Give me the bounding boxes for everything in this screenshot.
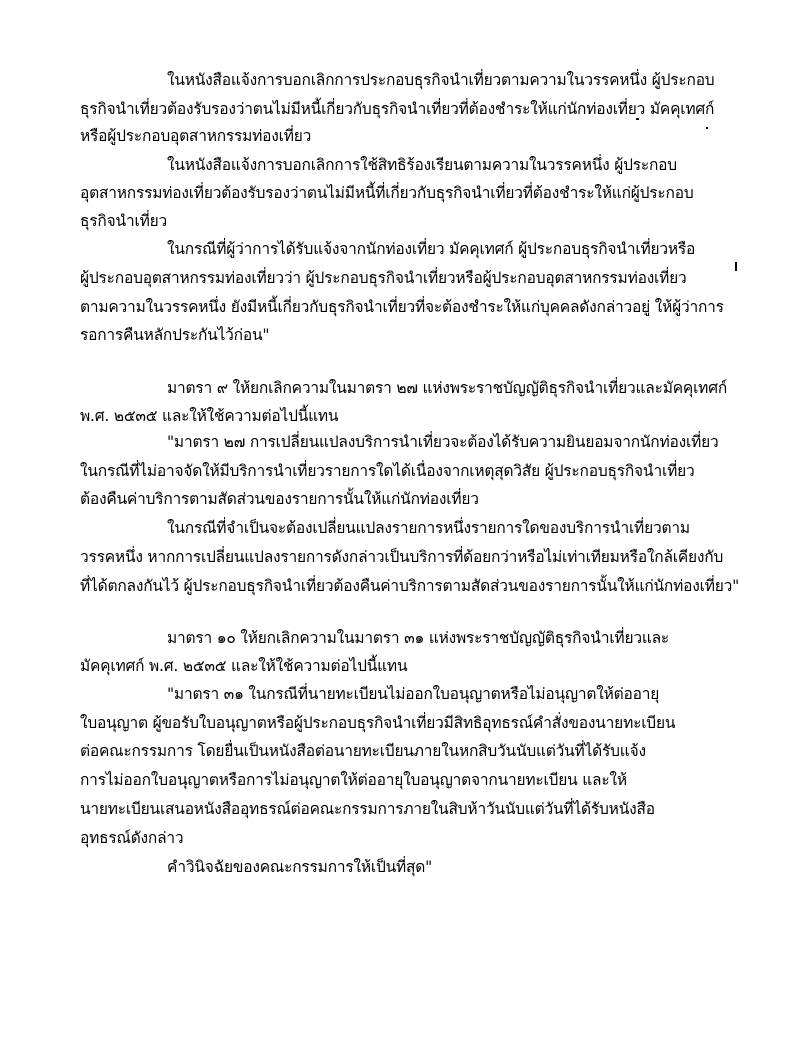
text-line: อุทธรณ์ดังกล่าว: [80, 829, 184, 847]
text-line: ในกรณีที่ไม่อาจจัดให้มีบริการนำเที่ยวรายการใดได้เนื่องจากเหตุสุดวิสัย ผู้ประกอบธุรกิจนำเที่ยว: [80, 462, 695, 480]
text-line: คำวินิจฉัยของคณะกรรมการให้เป็นที่สุด": [167, 858, 433, 876]
text-line: ธุรกิจนำเที่ยว: [80, 212, 168, 230]
text-line: มาตรา ๙ ให้ยกเลิกความในมาตรา ๒๗ แห่งพระราชบัญญัติธุรกิจนำเที่ยวและมัคคุเทศก์: [167, 379, 728, 397]
text-line: ในกรณีที่จำเป็นจะต้องเปลี่ยนแปลงรายการหนึ่งรายการใดของบริการนำเที่ยวตาม: [167, 519, 690, 537]
text-line: ตามความในวรรคหนึ่ง ยังมีหนี้เกี่ยวกับธุรกิจนำเที่ยวที่จะต้องชำระให้แก่บุคคลดังกล่าวอยู่ ให้ผู้ว่าการ: [80, 298, 724, 316]
text-line: ใบอนุญาต ผู้ขอรับใบอนุญาตหรือผู้ประกอบธุรกิจนำเที่ยวมีสิทธิอุทธรณ์คำสั่งของนายทะเบียน: [80, 714, 676, 732]
text-line: ในหนังสือแจ้งการบอกเลิกการประกอบธุรกิจนำเที่ยวตามความในวรรคหนึ่ง ผู้ประกอบ: [167, 71, 715, 89]
text-line: รอการคืนหลักประกันไว้ก่อน": [80, 326, 270, 344]
scan-speck: [706, 127, 708, 129]
text-line: มัคคุเทศก์ พ.ศ. ๒๕๓๕ และให้ใช้ความต่อไปนี้แทน: [80, 657, 408, 675]
text-line: นายทะเบียนเสนอหนังสืออุทธรณ์ต่อคณะกรรมการภายในสิบห้าวันนับแต่วันที่ได้รับหนังสือ: [80, 800, 655, 818]
text-line: ในหนังสือแจ้งการบอกเลิกการใช้สิทธิร้องเรียนตามความในวรรคหนึ่ง ผู้ประกอบ: [167, 156, 677, 174]
scan-speck: [636, 118, 639, 120]
text-line: หรือผู้ประกอบอุตสาหกรรมท่องเที่ยว: [80, 127, 312, 145]
text-line: ในกรณีที่ผู้ว่าการได้รับแจ้งจากนักท่องเที่ยว มัคคุเทศก์ ผู้ประกอบธุรกิจนำเที่ยวหรือ: [167, 240, 696, 258]
text-line: พ.ศ. ๒๕๓๕ และให้ใช้ความต่อไปนี้แทน: [80, 407, 339, 425]
text-line: "มาตรา ๓๑ ในกรณีที่นายทะเบียนไม่ออกใบอนุญาตหรือไม่อนุญาตให้ต่ออายุ: [167, 685, 660, 703]
text-line: อุตสาหกรรมท่องเที่ยวต้องรับรองว่าตนไม่มีหนี้ที่เกี่ยวกับธุรกิจนำเที่ยวที่ต้องชำระให้แก่ผู้ประกอบ: [80, 184, 694, 202]
text-line: วรรคหนึ่ง หากการเปลี่ยนแปลงรายการดังกล่าวเป็นบริการที่ด้อยกว่าหรือไม่เท่าเทียมหรือใกล้เคียงกับ: [80, 548, 724, 566]
text-line: ต้องคืนค่าบริการตามสัดส่วนของรายการนั้นให้แก่นักท่องเที่ยว: [80, 490, 479, 508]
text-line: ผู้ประกอบอุตสาหกรรมท่องเที่ยวว่า ผู้ประกอบธุรกิจนำเที่ยวหรือผู้ประกอบอุตสาหกรรมท่องเที่ยว: [80, 269, 687, 287]
text-line: การไม่ออกใบอนุญาตหรือการไม่อนุญาตให้ต่ออายุใบอนุญาตจากนายทะเบียน และให้: [80, 771, 627, 789]
text-line: มาตรา ๑๐ ให้ยกเลิกความในมาตรา ๓๑ แห่งพระราชบัญญัติธุรกิจนำเที่ยวและ: [167, 629, 670, 647]
text-line: "มาตรา ๒๗ การเปลี่ยนแปลงบริการนำเที่ยวจะต้องได้รับความยินยอมจากนักท่องเที่ยว: [167, 433, 719, 451]
text-line: ต่อคณะกรรมการ โดยยื่นเป็นหนังสือต่อนายทะเบียนภายในหกสิบวันนับแต่วันที่ได้รับแจ้ง: [80, 742, 646, 760]
text-line: ที่ได้ตกลงกันไว้ ผู้ประกอบธุรกิจนำเที่ยวต้องคืนค่าบริการตามสัดส่วนของรายการนั้นให้แก่นักท่องเที่ยว": [80, 577, 740, 595]
text-line: ธุรกิจนำเที่ยวต้องรับรองว่าตนไม่มีหนี้เกี่ยวกับธุรกิจนำเที่ยวที่ต้องชำระให้แก่นักท่องเที่ยว มัคคุเทศก์: [80, 100, 715, 118]
scan-speck: [735, 262, 737, 271]
